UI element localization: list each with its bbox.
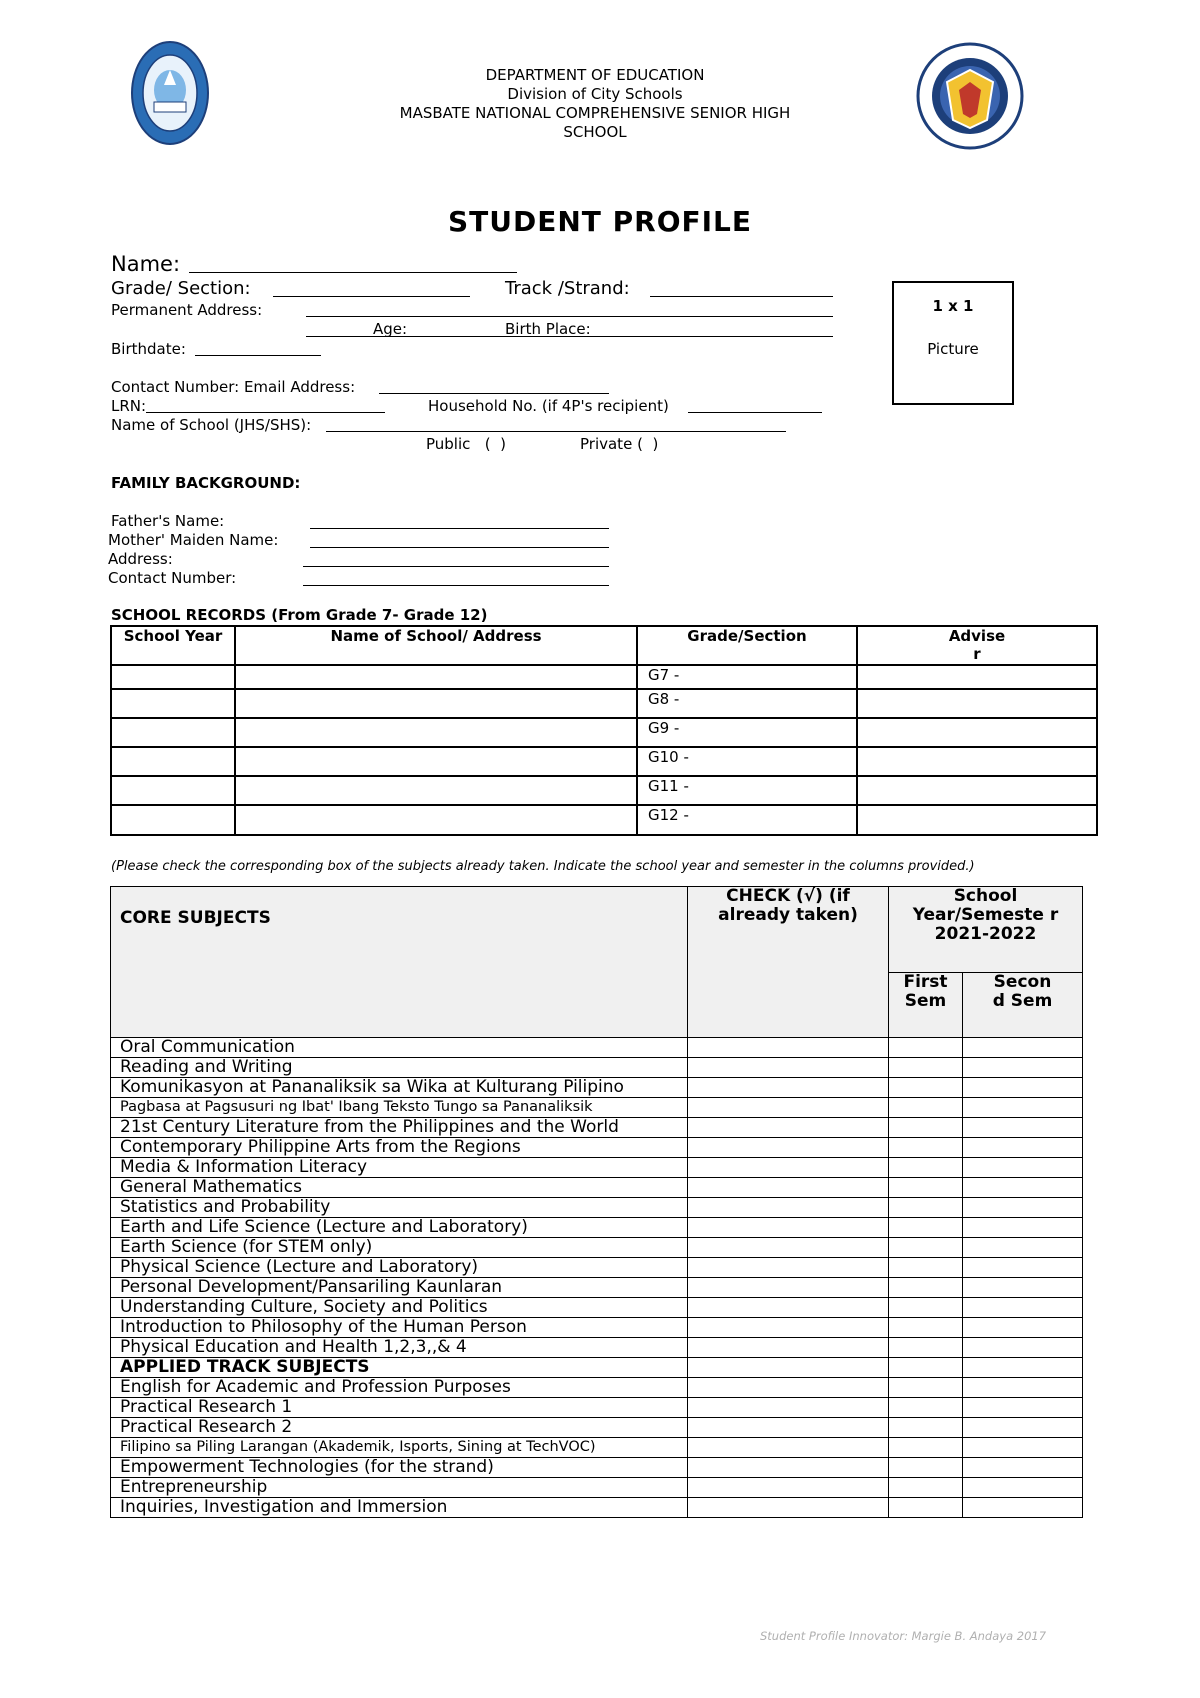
subject-name: 21st Century Literature from the Philippines and the World xyxy=(111,1118,688,1138)
first-sem-cell[interactable] xyxy=(889,1278,963,1298)
school-name-line1: MASBATE NATIONAL COMPREHENSIVE SENIOR HIGH xyxy=(399,104,791,122)
second-sem-cell[interactable] xyxy=(963,1498,1083,1518)
subject-name: Earth Science (for STEM only) xyxy=(111,1238,688,1258)
second-sem-cell[interactable] xyxy=(963,1358,1083,1378)
table-row xyxy=(111,776,1097,805)
table-row xyxy=(111,1198,1083,1218)
table-row xyxy=(111,1178,1083,1198)
birth-place-label: Birth Place: xyxy=(505,320,591,338)
table-row xyxy=(111,1278,1083,1298)
table-row xyxy=(111,1478,1083,1498)
check-cell[interactable] xyxy=(688,1238,889,1258)
check-cell[interactable] xyxy=(688,1438,889,1458)
check-cell[interactable] xyxy=(688,1038,889,1058)
second-sem-cell[interactable] xyxy=(963,1238,1083,1258)
check-heading: CHECK (√) (if already taken) xyxy=(688,887,889,1038)
age-label: Age: xyxy=(373,320,408,338)
check-cell[interactable] xyxy=(688,1338,889,1358)
second-sem-cell[interactable] xyxy=(963,1338,1083,1358)
first-sem-heading: First Sem xyxy=(889,972,963,1037)
age-birthplace-field[interactable] xyxy=(306,336,833,337)
check-cell[interactable] xyxy=(688,1058,889,1078)
check-cell[interactable] xyxy=(688,1358,889,1378)
subject-name: Reading and Writing xyxy=(111,1058,688,1078)
table-row xyxy=(111,665,1097,689)
name-field[interactable] xyxy=(189,272,517,273)
table-row xyxy=(111,1298,1083,1318)
table-row xyxy=(111,1378,1083,1398)
grade-cell[interactable]: G7 - xyxy=(637,665,857,689)
table-row xyxy=(111,1098,1083,1118)
check-cell[interactable] xyxy=(688,1158,889,1178)
school-name-line2: SCHOOL xyxy=(563,123,627,141)
second-sem-cell[interactable] xyxy=(963,1078,1083,1098)
col-adviser: Advise r xyxy=(857,626,1097,665)
first-sem-cell[interactable] xyxy=(889,1338,963,1358)
second-sem-cell[interactable] xyxy=(963,1398,1083,1418)
second-sem-cell[interactable] xyxy=(963,1058,1083,1078)
father-field[interactable] xyxy=(310,528,609,529)
table-row xyxy=(111,1338,1083,1358)
table-row xyxy=(111,1218,1083,1238)
school-year-value: 2021-2022 xyxy=(934,924,1037,944)
table-row xyxy=(111,1038,1083,1058)
division-name: Division of City Schools xyxy=(507,85,683,103)
subject-name: Komunikasyon at Pananaliksik sa Wika at Kulturang Pilipino xyxy=(111,1078,688,1098)
first-sem-cell[interactable] xyxy=(889,1158,963,1178)
subject-name: Practical Research 2 xyxy=(111,1418,688,1438)
first-sem-cell[interactable] xyxy=(889,1178,963,1198)
core-subjects-heading: CORE SUBJECTS xyxy=(111,887,688,1038)
check-cell[interactable] xyxy=(688,1098,889,1118)
school-records-table xyxy=(110,625,1098,836)
first-sem-cell[interactable] xyxy=(889,1098,963,1118)
page-title: STUDENT PROFILE xyxy=(447,205,753,238)
applied-subjects-heading: APPLIED TRACK SUBJECTS xyxy=(111,1358,688,1378)
subject-name: Pagbasa at Pagsusuri ng Ibat' Ibang Teksto Tungo sa Pananaliksik xyxy=(111,1098,688,1118)
deped-seal-logo xyxy=(915,42,1025,150)
picture-label: Picture xyxy=(927,340,979,358)
second-sem-heading: Secon d Sem xyxy=(963,972,1083,1037)
check-cell[interactable] xyxy=(688,1298,889,1318)
subject-name: Oral Communication xyxy=(111,1038,688,1058)
second-sem-cell[interactable] xyxy=(963,1118,1083,1138)
subject-name: Media & Information Literacy xyxy=(111,1158,688,1178)
check-cell[interactable] xyxy=(688,1478,889,1498)
name-label: Name: xyxy=(111,252,181,276)
records-heading: SCHOOL RECORDS (From Grade 7- Grade 12) xyxy=(111,606,488,624)
grade-cell[interactable]: G11 - xyxy=(637,776,857,805)
grade-section-field[interactable] xyxy=(273,296,470,297)
check-cell[interactable] xyxy=(688,1458,889,1478)
col-school-year: School Year xyxy=(111,626,235,665)
track-strand-label: Track /Strand: xyxy=(505,278,630,299)
second-sem-cell[interactable] xyxy=(963,1478,1083,1498)
first-sem-cell[interactable] xyxy=(889,1298,963,1318)
check-cell[interactable] xyxy=(688,1278,889,1298)
table-row xyxy=(111,718,1097,747)
subject-name: Understanding Culture, Society and Politics xyxy=(111,1298,688,1318)
check-cell[interactable] xyxy=(688,1398,889,1418)
second-sem-cell[interactable] xyxy=(963,1218,1083,1238)
picture-box xyxy=(892,281,1014,405)
first-sem-cell[interactable] xyxy=(889,1318,963,1338)
table-row xyxy=(111,1438,1083,1458)
check-cell[interactable] xyxy=(688,1178,889,1198)
second-sem-cell[interactable] xyxy=(963,1318,1083,1338)
first-sem-cell[interactable] xyxy=(889,1478,963,1498)
first-sem-cell[interactable] xyxy=(889,1078,963,1098)
first-sem-cell[interactable] xyxy=(889,1378,963,1398)
public-option[interactable]: Public ( ) xyxy=(426,435,506,453)
table-row xyxy=(111,1138,1083,1158)
birthdate-label: Birthdate: xyxy=(111,340,186,358)
table-row xyxy=(111,1078,1083,1098)
second-sem-cell[interactable] xyxy=(963,1418,1083,1438)
check-cell[interactable] xyxy=(688,1138,889,1158)
subject-name: General Mathematics xyxy=(111,1178,688,1198)
first-sem-cell[interactable] xyxy=(889,1238,963,1258)
subject-name: Physical Education and Health 1,2,3,,& 4 xyxy=(111,1338,688,1358)
table-row xyxy=(111,1258,1083,1278)
subject-name: Personal Development/Pansariling Kaunlaran xyxy=(111,1278,688,1298)
check-cell[interactable] xyxy=(688,1418,889,1438)
subject-name: Contemporary Philippine Arts from the Regions xyxy=(111,1138,688,1158)
second-sem-cell[interactable] xyxy=(963,1178,1083,1198)
check-cell[interactable] xyxy=(688,1218,889,1238)
subject-name: Practical Research 1 xyxy=(111,1398,688,1418)
contact-email-label: Contact Number: Email Address: xyxy=(111,378,356,396)
lrn-field[interactable] xyxy=(146,412,385,413)
grade-section-label: Grade/ Section: xyxy=(111,278,251,299)
table-row xyxy=(111,689,1097,718)
second-sem-cell[interactable] xyxy=(963,1198,1083,1218)
subjects-table xyxy=(110,886,1083,1518)
first-sem-cell[interactable] xyxy=(889,1138,963,1158)
first-sem-cell[interactable] xyxy=(889,1058,963,1078)
first-sem-cell[interactable] xyxy=(889,1358,963,1378)
second-sem-cell[interactable] xyxy=(963,1158,1083,1178)
school-seal-logo xyxy=(130,40,210,146)
second-sem-cell[interactable] xyxy=(963,1438,1083,1458)
check-cell[interactable] xyxy=(688,1318,889,1338)
subject-name: Earth and Life Science (Lecture and Laboratory) xyxy=(111,1218,688,1238)
grade-cell[interactable]: G12 - xyxy=(637,805,857,835)
table-row xyxy=(111,1058,1083,1078)
check-cell[interactable] xyxy=(688,1078,889,1098)
first-sem-cell[interactable] xyxy=(889,1118,963,1138)
grade-cell[interactable]: G9 - xyxy=(637,718,857,747)
first-sem-cell[interactable] xyxy=(889,1198,963,1218)
first-sem-cell[interactable] xyxy=(889,1258,963,1278)
subject-name: Physical Science (Lecture and Laboratory) xyxy=(111,1258,688,1278)
family-contact-field[interactable] xyxy=(303,585,609,586)
family-contact-label: Contact Number: xyxy=(108,569,237,587)
permanent-address-field[interactable] xyxy=(306,316,833,317)
check-cell[interactable] xyxy=(688,1198,889,1218)
instruction-note: (Please check the corresponding box of the subjects already taken. Indicate the school year and semester in the columns provided.) xyxy=(111,859,975,874)
household-field[interactable] xyxy=(688,412,822,413)
check-cell[interactable] xyxy=(688,1378,889,1398)
table-row xyxy=(111,805,1097,835)
second-sem-cell[interactable] xyxy=(963,1458,1083,1478)
grade-cell[interactable]: G8 - xyxy=(637,689,857,718)
permanent-address-label: Permanent Address: xyxy=(111,301,263,319)
table-row xyxy=(111,1238,1083,1258)
table-row xyxy=(111,1458,1083,1478)
mother-field[interactable] xyxy=(310,547,609,548)
table-row xyxy=(111,1118,1083,1138)
school-year-heading xyxy=(889,887,1083,973)
subject-name: Introduction to Philosophy of the Human Person xyxy=(111,1318,688,1338)
table-row xyxy=(111,1418,1083,1438)
check-cell[interactable] xyxy=(688,1498,889,1518)
address-field[interactable] xyxy=(303,566,609,567)
first-sem-cell[interactable] xyxy=(889,1218,963,1238)
private-option[interactable]: Private ( ) xyxy=(580,435,659,453)
school-name-field[interactable] xyxy=(326,431,786,432)
table-row xyxy=(111,1398,1083,1418)
second-sem-cell[interactable] xyxy=(963,1258,1083,1278)
table-row xyxy=(111,1498,1083,1518)
first-sem-cell[interactable] xyxy=(889,1458,963,1478)
lrn-label: LRN: xyxy=(111,397,147,415)
mother-label: Mother' Maiden Name: xyxy=(108,531,279,549)
col-grade-section: Grade/Section xyxy=(637,626,857,665)
school-year-label: School Year/Semeste r xyxy=(912,886,1059,925)
subject-name: Empowerment Technologies (for the strand) xyxy=(111,1458,688,1478)
contact-email-field[interactable] xyxy=(379,393,609,394)
subject-name: Entrepreneurship xyxy=(111,1478,688,1498)
address-label: Address: xyxy=(108,550,173,568)
father-label: Father's Name: xyxy=(111,512,225,530)
table-row xyxy=(111,1158,1083,1178)
check-cell[interactable] xyxy=(688,1258,889,1278)
table-row xyxy=(111,1318,1083,1338)
second-sem-cell[interactable] xyxy=(963,1278,1083,1298)
grade-cell[interactable]: G10 - xyxy=(637,747,857,776)
table-row xyxy=(111,747,1097,776)
track-strand-field[interactable] xyxy=(650,296,833,297)
picture-size: 1 x 1 xyxy=(932,297,974,315)
subject-name: Inquiries, Investigation and Immersion xyxy=(111,1498,688,1518)
birthdate-field[interactable] xyxy=(195,355,321,356)
col-school-address: Name of School/ Address xyxy=(235,626,637,665)
first-sem-cell[interactable] xyxy=(889,1418,963,1438)
household-label: Household No. (if 4P's recipient) xyxy=(428,397,669,415)
second-sem-cell[interactable] xyxy=(963,1038,1083,1058)
subject-name: Filipino sa Piling Larangan (Akademik, Isports, Sining at TechVOC) xyxy=(111,1438,688,1458)
table-row xyxy=(111,1358,1083,1378)
department-name: DEPARTMENT OF EDUCATION xyxy=(485,66,705,84)
check-cell[interactable] xyxy=(688,1118,889,1138)
school-name-label: Name of School (JHS/SHS): xyxy=(111,416,312,434)
second-sem-cell[interactable] xyxy=(963,1138,1083,1158)
first-sem-cell[interactable] xyxy=(889,1038,963,1058)
first-sem-cell[interactable] xyxy=(889,1438,963,1458)
first-sem-cell[interactable] xyxy=(889,1398,963,1418)
subject-name: Statistics and Probability xyxy=(111,1198,688,1218)
second-sem-cell[interactable] xyxy=(963,1298,1083,1318)
first-sem-cell[interactable] xyxy=(889,1498,963,1518)
footer-credit: Student Profile Innovator: Margie B. Andaya 2017 xyxy=(760,1629,1047,1643)
family-heading: FAMILY BACKGROUND: xyxy=(111,474,301,492)
subject-name: English for Academic and Profession Purposes xyxy=(111,1378,688,1398)
second-sem-cell[interactable] xyxy=(963,1378,1083,1398)
second-sem-cell[interactable] xyxy=(963,1098,1083,1118)
